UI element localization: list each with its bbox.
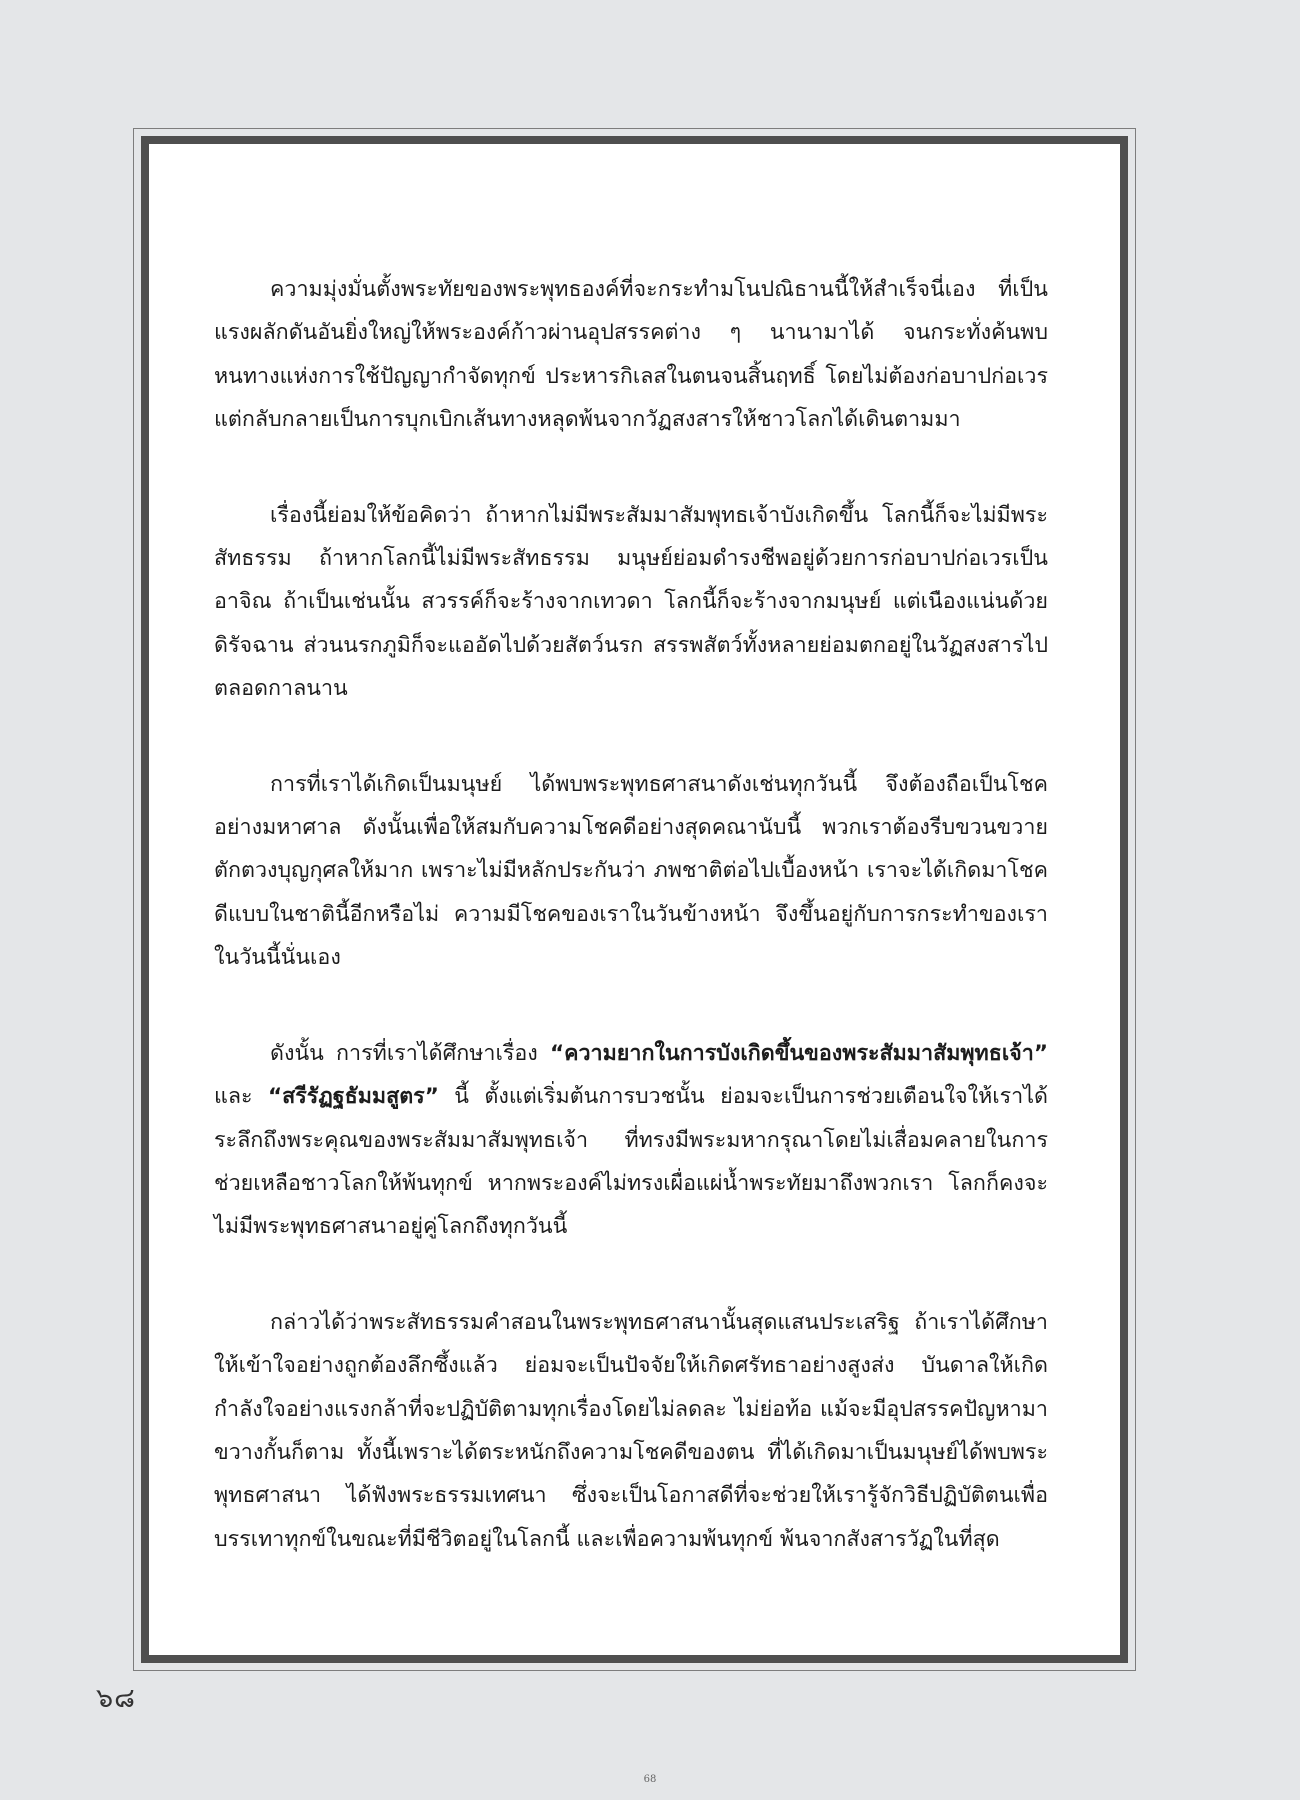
footer-page-number: 68 [643,1774,657,1785]
paragraph-3: การที่เราได้เกิดเป็นมนุษย์ ได้พบพระพุทธศาสนาดังเช่นทุกวันนี้ จึงต้องถือเป็นโชคอย่างมหาศาล ดังนั้นเพื่อให้สมกับความโชคดีอย่างสุดคณานับนี้ พวกเราต้องรีบขวนขวายตักตวงบุญกุศลให้มาก เพราะไม่มีหลักประกันว่า ภพชาติต่อไปเบื้องหน้า เราจะได้เกิดมาโชคดีแบบในชาตินี้อีกหรือไม่ ความมีโชคของเราในวันข้างหน้า จึงขึ้นอยู่กับการกระทำของเราในวันนี้นั่นเอง [214,771,1048,971]
paragraph-4-text-a: ดังนั้น การที่เราได้ศึกษาเรื่อง [270,1040,550,1066]
paragraph-1: ความมุ่งมั่นตั้งพระทัยของพระพุทธองค์ที่จะกระทำมโนปณิธานนี้ให้สำเร็จนี่เอง ที่เป็นแรงผลักดันอันยิ่งใหญ่ให้พระองค์ก้าวผ่านอุปสรรคต่าง ๆ นานามาได้ จนกระทั่งค้นพบหนทางแห่งการใช้ปัญญากำจัดทุกข์ ประหารกิเลสในตนจนสิ้นฤทธิ์ โดยไม่ต้องก่อบาปก่อเวร แต่กลับกลายเป็นการบุกเบิกเส้นทางหลุดพ้นจากวัฏสงสารให้ชาวโลกได้เดินตามมา [214,277,1048,433]
paragraph-4-bold-title-2: “สรีรัฏฐธัมมสูตร” [267,1084,439,1110]
page-number-thai: ๖๘ [96,1683,136,1714]
paragraph-4-text-c: นี้ ตั้งแต่เริ่มต้นการบวชนั้น ย่อมจะเป็นการช่วยเตือนใจให้เราได้ระลึกถึงพระคุณของพระสัมมาสัมพุทธเจ้า ที่ทรงมีพระมหากรุณาโดยไม่เสื่อมคลายในการช่วยเหลือชาวโลกให้พ้นทุกข์ หากพระองค์ไม่ทรงเผื่อแผ่น้ำพระทัยมาถึงพวกเรา โลกก็คงจะไม่มีพระพุทธศาสนาอยู่คู่โลกถึงทุกวันนี้ [214,1084,1048,1240]
paragraph-4-text-b: และ [214,1084,268,1110]
paragraph-5: กล่าวได้ว่าพระสัทธรรมคำสอนในพระพุทธศาสนานั้นสุดแสนประเสริฐ ถ้าเราได้ศึกษาให้เข้าใจอย่างถูกต้องลึกซึ้งแล้ว ย่อมจะเป็นปัจจัยให้เกิดศรัทธาอย่างสูงส่ง บันดาลให้เกิดกำลังใจอย่างแรงกล้าที่จะปฏิบัติตามทุกเรื่องโดยไม่ลดละ ไม่ย่อท้อ แม้จะมีอุปสรรคปัญหามาขวางกั้นก็ตาม ทั้งนี้เพราะได้ตระหนักถึงความโชคดีของตน ที่ได้เกิดมาเป็นมนุษย์ได้พบพระพุทธศาสนา ได้ฟังพระธรรมเทศนา ซึ่งจะเป็นโอกาสดีที่จะช่วยให้เรารู้จักวิธีปฏิบัติตนเพื่อบรรเทาทุกข์ในขณะที่มีชีวิตอยู่ในโลกนี้ และเพื่อความพ้นทุกข์ พ้นจากสังสารวัฏในที่สุด [214,1309,1048,1552]
paragraph-4 [214,1032,1048,1249]
paragraph-4-bold-title-1: “ความยากในการบังเกิดขึ้นของพระสัมมาสัมพุทธเจ้า” [549,1040,1048,1066]
body-text [214,268,1048,1613]
paragraph-2: เรื่องนี้ย่อมให้ข้อคิดว่า ถ้าหากไม่มีพระสัมมาสัมพุทธเจ้าบังเกิดขึ้น โลกนี้ก็จะไม่มีพระสัทธรรม ถ้าหากโลกนี้ไม่มีพระสัทธรรม มนุษย์ย่อมดำรงชีพอยู่ด้วยการก่อบาปก่อเวรเป็นอาจิณ ถ้าเป็นเช่นนั้น สวรรค์ก็จะร้างจากเทวดา โลกนี้ก็จะร้างจากมนุษย์ แต่เนืองแน่นด้วยดิรัจฉาน ส่วนนรกภูมิก็จะแออัดไปด้วยสัตว์นรก สรรพสัตว์ทั้งหลายย่อมตกอยู่ในวัฏสงสารไปตลอดกาลนาน [214,502,1048,702]
